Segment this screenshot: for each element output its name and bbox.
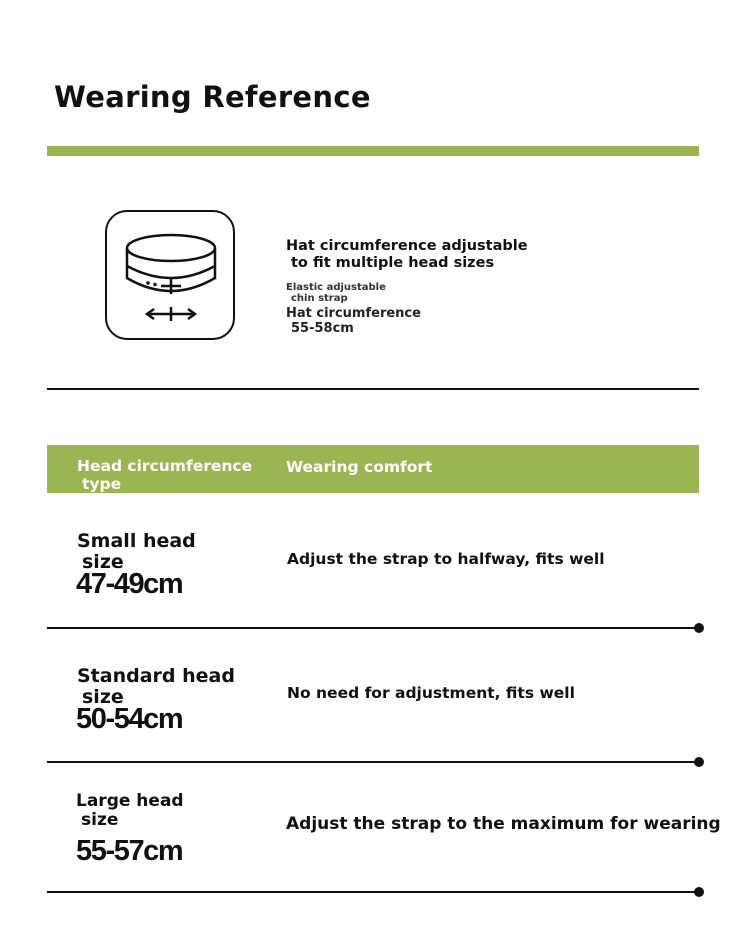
hat-circumference-icon [105,210,235,340]
row-label-line2: size [81,810,119,830]
circumference-line1: Hat circumference [286,306,421,321]
row-divider-dot [694,757,704,767]
row-label-line2: size [82,686,124,708]
row-divider [47,891,699,893]
adjustable-note-line2: to fit multiple head sizes [291,255,495,271]
row-divider [47,627,699,629]
row-label-line1: Standard head [77,665,235,687]
row-size-small: 47-49cm [76,568,183,600]
hat-band-graphic [107,212,237,342]
row-size-large: 55-57cm [76,835,183,867]
circumference-value: 55-58cm [291,321,354,336]
row-label-line1: Small head [77,530,196,552]
adjustable-note-line1: Hat circumference adjustable [286,238,528,254]
row-label-line1: Large head [76,791,184,811]
section-divider [47,388,699,390]
row-label-standard [77,666,235,708]
chin-strap-line1: Elastic adjustable [286,282,386,293]
header-head-type-line2: type [82,475,122,493]
row-comfort-standard: No need for adjustment, fits well [287,684,575,702]
page-title: Wearing Reference [54,80,371,114]
row-label-large [76,792,184,830]
header-comfort: Wearing comfort [286,458,433,476]
header-head-type-line1: Head circumference [77,457,253,475]
row-size-standard: 50-54cm [76,703,183,735]
row-divider-dot [694,623,704,633]
row-label-small [77,531,196,573]
row-comfort-large: Adjust the strap to the maximum for wearing [286,814,721,834]
chin-strap-line2: chin strap [291,293,348,304]
adjustable-note [286,238,528,272]
circumference-note [286,306,421,336]
title-accent-rule [47,146,699,156]
header-head-type [77,457,252,493]
row-divider [47,761,699,763]
row-comfort-small: Adjust the strap to halfway, fits well [287,550,605,568]
row-label-line2: size [82,551,124,573]
chin-strap-note [286,282,386,304]
row-divider-dot [694,887,704,897]
